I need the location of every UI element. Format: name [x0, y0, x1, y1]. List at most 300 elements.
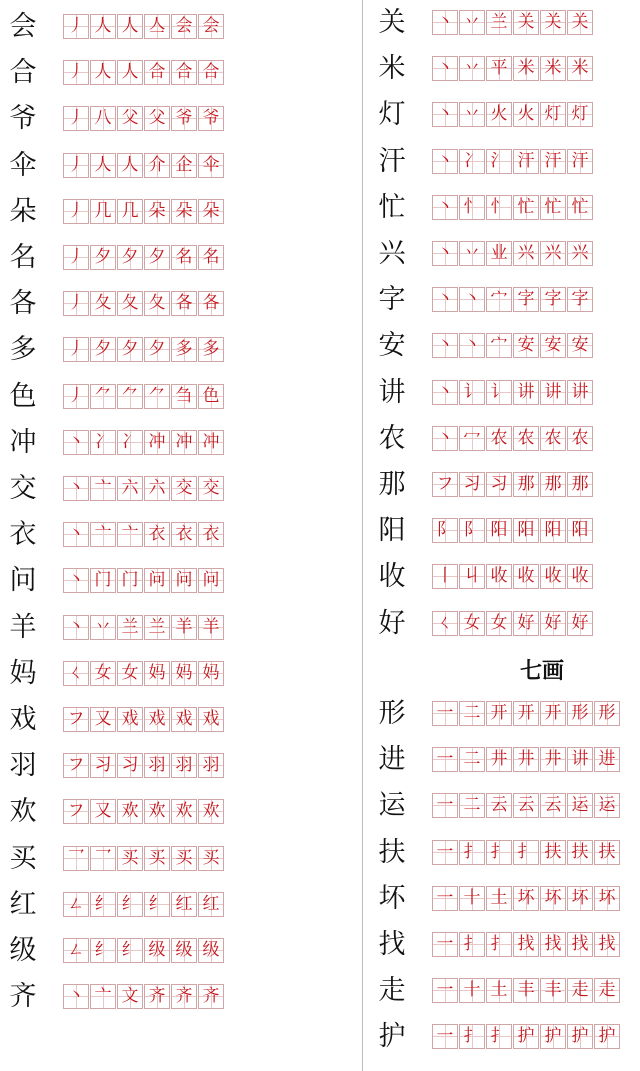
stroke-step: 扶 [594, 840, 620, 865]
stroke-step: 丰 [513, 978, 539, 1003]
character: 买 [9, 842, 37, 874]
stroke-step: 灯 [540, 102, 566, 127]
stroke-step: 走 [594, 978, 620, 1003]
stroke-step: 欢 [144, 799, 170, 824]
stroke-step: 丿 [63, 199, 89, 224]
stroke-step: 问 [198, 568, 224, 593]
stroke-step: 名 [198, 245, 224, 270]
stroke-step: 一 [432, 747, 458, 772]
stroke-step: 讲 [513, 380, 539, 405]
stroke-step: フ [63, 707, 89, 732]
stroke-step: 火 [486, 102, 512, 127]
stroke-step: 忄 [486, 195, 512, 220]
stroke-step: 丶 [432, 426, 458, 451]
stroke-step: 丶 [432, 10, 458, 35]
stroke-step: 忙 [513, 195, 539, 220]
stroke-step: 问 [171, 568, 197, 593]
stroke-step: 业 [486, 241, 512, 266]
stroke-step: 好 [567, 611, 593, 636]
character: 衣 [9, 519, 37, 551]
stroke-step: 护 [567, 1024, 593, 1049]
character: 走 [378, 975, 406, 1007]
stroke-step: 羽 [144, 753, 170, 778]
stroke-order-grid [432, 56, 594, 81]
stroke-step: 收 [486, 564, 512, 589]
stroke-step: 兰 [144, 615, 170, 640]
stroke-step: 介 [144, 153, 170, 178]
stroke-step: 汗 [540, 149, 566, 174]
character: 米 [378, 53, 406, 85]
stroke-step: 丶 [432, 333, 458, 358]
stroke-step: 扌 [486, 1024, 512, 1049]
stroke-step: 安 [567, 333, 593, 358]
stroke-order-grid [63, 291, 225, 316]
stroke-order-grid [432, 747, 621, 772]
stroke-step: ㄑ [63, 661, 89, 686]
character: 字 [378, 284, 406, 316]
stroke-step: 冖 [459, 426, 485, 451]
character: 欢 [9, 796, 37, 828]
stroke-step: 关 [540, 10, 566, 35]
stroke-step: 护 [594, 1024, 620, 1049]
stroke-order-grid [432, 380, 594, 405]
stroke-step: 一 [432, 1024, 458, 1049]
character: 运 [378, 790, 406, 822]
stroke-step: 忙 [567, 195, 593, 220]
stroke-step: 阳 [513, 518, 539, 543]
stroke-step: 找 [513, 932, 539, 957]
stroke-step: 云 [540, 793, 566, 818]
stroke-step: 爷 [171, 106, 197, 131]
stroke-step: 丿 [63, 384, 89, 409]
stroke-step: 阳 [486, 518, 512, 543]
stroke-step: 女 [459, 611, 485, 636]
stroke-step: 级 [171, 938, 197, 963]
stroke-step: 衣 [198, 522, 224, 547]
character: 级 [9, 935, 37, 966]
stroke-step: 丶 [432, 149, 458, 174]
stroke-step: 丿 [63, 245, 89, 270]
stroke-step: 亠 [90, 522, 116, 547]
stroke-step: 开 [540, 701, 566, 726]
stroke-step: 汗 [513, 149, 539, 174]
stroke-order-grid [432, 932, 621, 957]
character: 朵 [9, 195, 37, 227]
stroke-step: 欢 [198, 799, 224, 824]
character: 安 [378, 330, 406, 362]
stroke-step: 坏 [594, 886, 620, 911]
stroke-step: 朵 [171, 199, 197, 224]
character: 羽 [9, 750, 37, 782]
stroke-step: 丶 [63, 984, 89, 1009]
character: 讲 [378, 376, 406, 408]
stroke-step: 丿 [63, 60, 89, 85]
stroke-step: 坏 [540, 886, 566, 911]
character: 找 [378, 929, 406, 960]
character: 妈 [9, 657, 37, 689]
stroke-step: 丶 [63, 615, 89, 640]
stroke-step: 找 [594, 932, 620, 957]
stroke-order-grid [63, 106, 225, 131]
stroke-step: 丿 [63, 337, 89, 362]
stroke-step: 冫 [117, 430, 143, 455]
stroke-step: 米 [513, 56, 539, 81]
stroke-order-grid [63, 337, 225, 362]
stroke-step: 名 [171, 245, 197, 270]
stroke-step: 羊 [198, 615, 224, 640]
stroke-step: 衣 [144, 522, 170, 547]
stroke-step: 买 [117, 846, 143, 871]
stroke-step: 乛 [90, 846, 116, 871]
stroke-step: 找 [567, 932, 593, 957]
character: 护 [378, 1021, 406, 1053]
stroke-step: 六 [117, 476, 143, 501]
stroke-step: 丶 [432, 287, 458, 312]
character: 会 [9, 11, 37, 42]
stroke-step: 讲 [567, 747, 593, 772]
stroke-order-grid [432, 701, 621, 726]
stroke-step: 羽 [171, 753, 197, 778]
stroke-step: 多 [198, 337, 224, 362]
stroke-step: 阝 [459, 518, 485, 543]
stroke-step: 买 [198, 846, 224, 871]
stroke-order-grid [432, 1024, 621, 1049]
stroke-step: 乛 [63, 846, 89, 871]
stroke-step: 级 [144, 938, 170, 963]
stroke-step: 阝 [432, 518, 458, 543]
character: 红 [9, 888, 37, 920]
stroke-step: 云 [486, 793, 512, 818]
stroke-order-grid [432, 793, 621, 818]
stroke-step: 多 [171, 337, 197, 362]
character: 形 [378, 698, 406, 729]
stroke-order-grid [63, 153, 225, 178]
stroke-order-grid [63, 384, 225, 409]
stroke-step: 齐 [171, 984, 197, 1009]
stroke-order-grid [63, 938, 225, 963]
stroke-order-grid [432, 564, 594, 589]
stroke-step: 习 [459, 472, 485, 497]
stroke-step: ㄥ [63, 892, 89, 917]
stroke-step: 扌 [486, 932, 512, 957]
stroke-step: 形 [567, 701, 593, 726]
stroke-step: 级 [198, 938, 224, 963]
stroke-step: 交 [171, 476, 197, 501]
stroke-step: 会 [171, 14, 197, 39]
stroke-step: 冲 [144, 430, 170, 455]
character: 合 [9, 57, 37, 89]
stroke-step: 文 [117, 984, 143, 1009]
stroke-step: 平 [486, 56, 512, 81]
stroke-step: 丨 [432, 564, 458, 589]
stroke-step: 二 [459, 701, 485, 726]
character: 坏 [378, 882, 406, 914]
stroke-step: 买 [171, 846, 197, 871]
stroke-order-grid [63, 476, 225, 501]
stroke-step: 人 [90, 14, 116, 39]
stroke-order-grid [432, 978, 621, 1003]
stroke-step: 人 [90, 153, 116, 178]
stroke-step: 井 [513, 747, 539, 772]
stroke-step: 找 [540, 932, 566, 957]
stroke-step: 又 [90, 799, 116, 824]
stroke-step: 农 [513, 426, 539, 451]
character: 羊 [9, 611, 37, 643]
stroke-step: 冫 [90, 430, 116, 455]
stroke-step: 一 [432, 932, 458, 957]
stroke-step: 米 [540, 56, 566, 81]
stroke-order-grid [63, 199, 225, 224]
stroke-step: 阳 [567, 518, 593, 543]
stroke-step: 丶 [63, 476, 89, 501]
stroke-step: 十 [459, 886, 485, 911]
stroke-step: 收 [513, 564, 539, 589]
stroke-step: 丷 [90, 615, 116, 640]
stroke-step: 妈 [171, 661, 197, 686]
character: 问 [9, 565, 37, 597]
stroke-step: 问 [144, 568, 170, 593]
stroke-step: 又 [90, 707, 116, 732]
stroke-step: 关 [513, 10, 539, 35]
stroke-step: 习 [90, 753, 116, 778]
character: 阳 [378, 515, 406, 547]
stroke-step: 亠 [90, 476, 116, 501]
stroke-step: 衣 [171, 522, 197, 547]
stroke-step: 那 [540, 472, 566, 497]
stroke-step: 兴 [567, 241, 593, 266]
stroke-order-grid [432, 195, 594, 220]
stroke-step: 冲 [198, 430, 224, 455]
stroke-step: 氵 [486, 149, 512, 174]
stroke-step: 忙 [540, 195, 566, 220]
stroke-step: 丩 [459, 564, 485, 589]
stroke-step: 火 [513, 102, 539, 127]
stroke-step: 丿 [63, 14, 89, 39]
character: 农 [378, 422, 406, 454]
stroke-step: 红 [171, 892, 197, 917]
stroke-step: 人 [117, 153, 143, 178]
stroke-step: フ [432, 472, 458, 497]
stroke-step: 那 [513, 472, 539, 497]
stroke-step: 冲 [171, 430, 197, 455]
stroke-step: 女 [486, 611, 512, 636]
stroke-step: 纟 [117, 938, 143, 963]
character: 汗 [378, 145, 406, 177]
stroke-step: 合 [171, 60, 197, 85]
stroke-step: 扌 [486, 840, 512, 865]
stroke-step: 羊 [171, 615, 197, 640]
section-heading-seven-strokes: 七画 [520, 658, 565, 684]
stroke-order-grid [63, 14, 225, 39]
stroke-step: 丶 [432, 195, 458, 220]
character: 爷 [9, 103, 37, 135]
stroke-step: 八 [90, 106, 116, 131]
stroke-step: 亼 [144, 14, 170, 39]
character: 冲 [9, 426, 37, 458]
stroke-order-grid [432, 840, 621, 865]
stroke-step: ⺈ [117, 384, 143, 409]
stroke-step: 几 [90, 199, 116, 224]
stroke-step: ⺈ [144, 384, 170, 409]
stroke-step: 那 [567, 472, 593, 497]
character: 好 [378, 607, 406, 639]
stroke-step: 米 [567, 56, 593, 81]
stroke-order-grid [63, 245, 225, 270]
stroke-step: 夕 [90, 245, 116, 270]
stroke-step: 讠 [486, 380, 512, 405]
stroke-step: 一 [432, 701, 458, 726]
stroke-step: 扌 [513, 840, 539, 865]
stroke-step: 丿 [63, 106, 89, 131]
stroke-order-grid [63, 430, 225, 455]
stroke-step: 云 [513, 793, 539, 818]
stroke-step: 兰 [486, 10, 512, 35]
character: 齐 [9, 981, 37, 1013]
stroke-step: 会 [198, 14, 224, 39]
stroke-step: 宀 [486, 287, 512, 312]
stroke-step: 夕 [90, 337, 116, 362]
stroke-step: 坏 [513, 886, 539, 911]
character: 忙 [378, 191, 406, 223]
stroke-step: 朵 [144, 199, 170, 224]
stroke-step: 阳 [540, 518, 566, 543]
stroke-step: ⺈ [90, 384, 116, 409]
stroke-order-grid [63, 568, 225, 593]
stroke-step: 丶 [459, 333, 485, 358]
stroke-step: 冫 [459, 149, 485, 174]
character: 名 [9, 242, 37, 273]
stroke-step: 各 [171, 291, 197, 316]
stroke-step: 合 [198, 60, 224, 85]
stroke-order-grid [432, 426, 594, 451]
stroke-step: 买 [144, 846, 170, 871]
stroke-step: 井 [486, 747, 512, 772]
stroke-step: 刍 [171, 384, 197, 409]
stroke-step: 各 [198, 291, 224, 316]
stroke-step: 人 [117, 60, 143, 85]
stroke-step: 十 [459, 978, 485, 1003]
stroke-order-grid [432, 10, 594, 35]
stroke-step: 夕 [144, 245, 170, 270]
stroke-step: 父 [117, 106, 143, 131]
stroke-step: 一 [432, 840, 458, 865]
stroke-step: 讲 [567, 380, 593, 405]
stroke-step: 字 [540, 287, 566, 312]
stroke-step: 安 [513, 333, 539, 358]
stroke-step: 讠 [459, 380, 485, 405]
stroke-step: 纟 [90, 892, 116, 917]
stroke-step: 农 [567, 426, 593, 451]
stroke-step: 几 [117, 199, 143, 224]
stroke-order-grid [432, 102, 594, 127]
stroke-order-grid [432, 241, 594, 266]
stroke-step: 坏 [567, 886, 593, 911]
stroke-order-grid [432, 287, 594, 312]
stroke-step: 丶 [63, 568, 89, 593]
stroke-step: 色 [198, 384, 224, 409]
stroke-step: 丷 [459, 241, 485, 266]
stroke-step: フ [63, 799, 89, 824]
stroke-step: 六 [144, 476, 170, 501]
stroke-order-grid [432, 333, 594, 358]
stroke-step: 字 [513, 287, 539, 312]
stroke-step: 丶 [432, 102, 458, 127]
character: 伞 [9, 149, 37, 181]
stroke-order-grid [63, 707, 225, 732]
stroke-step: 兴 [513, 241, 539, 266]
stroke-step: 灯 [567, 102, 593, 127]
stroke-step: 护 [540, 1024, 566, 1049]
stroke-step: 丰 [540, 978, 566, 1003]
stroke-order-grid [63, 892, 225, 917]
stroke-step: 欢 [171, 799, 197, 824]
character: 灯 [378, 99, 406, 131]
stroke-step: ㄥ [63, 938, 89, 963]
stroke-step: 一 [432, 978, 458, 1003]
stroke-step: 父 [144, 106, 170, 131]
stroke-step: 扌 [459, 840, 485, 865]
stroke-step: 伞 [198, 153, 224, 178]
stroke-step: 二 [459, 747, 485, 772]
stroke-step: 丶 [432, 380, 458, 405]
stroke-step: 合 [144, 60, 170, 85]
stroke-order-grid [63, 984, 225, 1009]
stroke-step: 丷 [459, 56, 485, 81]
stroke-step: 丷 [459, 102, 485, 127]
character: 那 [378, 469, 406, 500]
stroke-order-grid [63, 799, 225, 824]
stroke-order-grid [63, 615, 225, 640]
stroke-step: 戏 [144, 707, 170, 732]
stroke-step: 汗 [567, 149, 593, 174]
stroke-step: 交 [198, 476, 224, 501]
stroke-step: 收 [567, 564, 593, 589]
stroke-step: 扌 [459, 1024, 485, 1049]
stroke-step: 亠 [90, 984, 116, 1009]
stroke-step: 字 [567, 287, 593, 312]
stroke-step: 夕 [117, 245, 143, 270]
stroke-order-grid [63, 753, 225, 778]
stroke-step: 夂 [117, 291, 143, 316]
stroke-step: 人 [117, 14, 143, 39]
column-divider [362, 0, 363, 1071]
stroke-order-grid [432, 518, 594, 543]
stroke-step: 纟 [144, 892, 170, 917]
stroke-step: 收 [540, 564, 566, 589]
stroke-step: 人 [90, 60, 116, 85]
stroke-step: 丿 [63, 291, 89, 316]
stroke-order-grid [63, 522, 225, 547]
stroke-step: 夕 [117, 337, 143, 362]
character: 色 [9, 380, 37, 412]
stroke-step: フ [63, 753, 89, 778]
stroke-step: 丶 [63, 522, 89, 547]
stroke-step: 朵 [198, 199, 224, 224]
stroke-step: 亠 [117, 522, 143, 547]
character: 交 [9, 473, 37, 504]
stroke-step: 二 [459, 793, 485, 818]
stroke-step: 纟 [117, 892, 143, 917]
character: 兴 [378, 238, 406, 269]
stroke-step: 好 [540, 611, 566, 636]
stroke-step: 扌 [459, 932, 485, 957]
stroke-step: 形 [594, 701, 620, 726]
stroke-step: 走 [567, 978, 593, 1003]
stroke-step: 丷 [459, 10, 485, 35]
stroke-step: 红 [198, 892, 224, 917]
stroke-step: 土 [486, 886, 512, 911]
stroke-step: 爷 [198, 106, 224, 131]
